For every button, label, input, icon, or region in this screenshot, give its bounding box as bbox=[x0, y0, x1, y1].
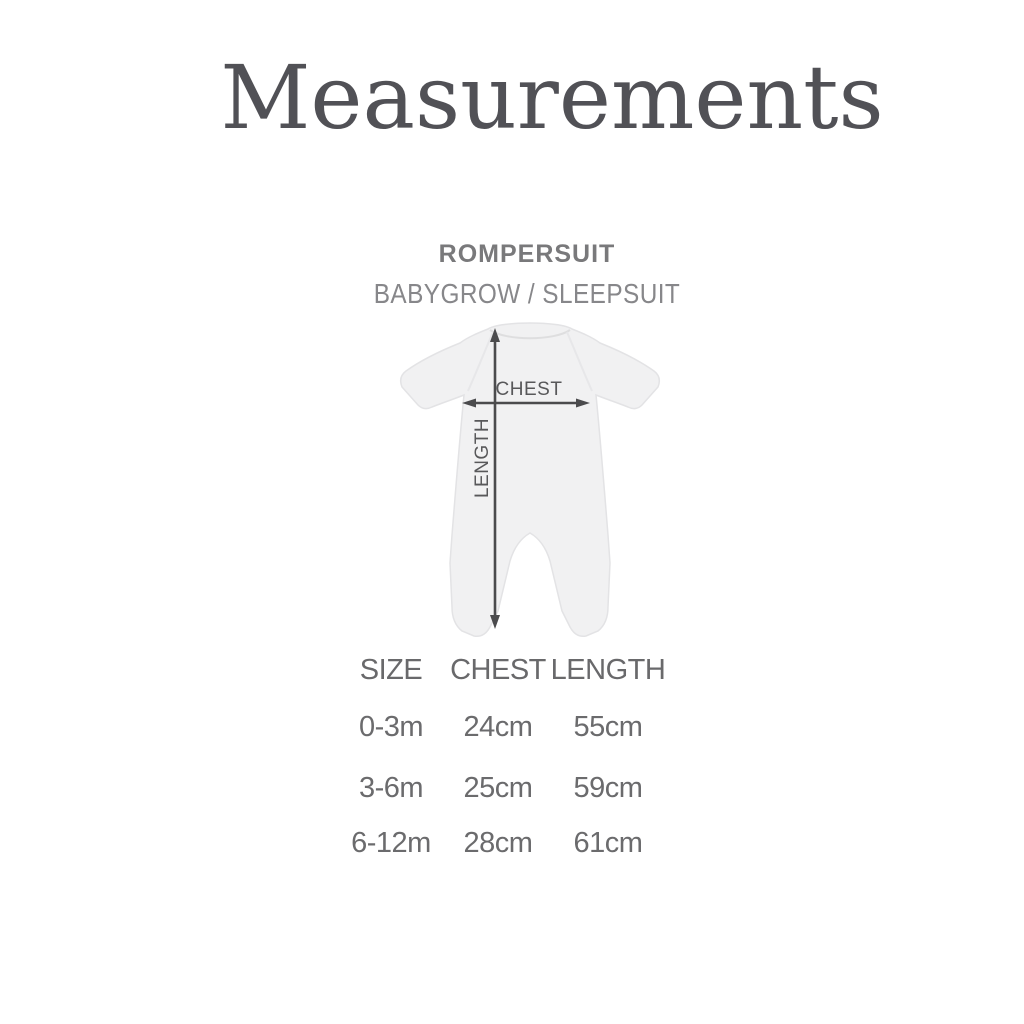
chest-arrow-label: CHEST bbox=[495, 379, 563, 400]
product-subtitle: BABYGROW / SLEEPSUIT bbox=[373, 278, 681, 309]
page-title: Measurements bbox=[220, 46, 884, 149]
size-table-row-6-12m bbox=[336, 826, 676, 860]
size-table-row-0-3m bbox=[336, 710, 676, 744]
chest-value: 25cm bbox=[463, 772, 533, 804]
rompersuit-diagram-svg bbox=[390, 315, 670, 645]
chest-column-header: CHEST bbox=[450, 654, 546, 686]
size-value: 6-12m bbox=[351, 827, 431, 859]
length-arrow-label: LENGTH bbox=[472, 417, 493, 499]
length-value: 55cm bbox=[573, 711, 643, 743]
size-value: 0-3m bbox=[358, 711, 424, 743]
length-value: 59cm bbox=[573, 772, 643, 804]
garment-measurement-diagram bbox=[390, 315, 670, 645]
length-value: 61cm bbox=[573, 827, 643, 859]
size-table-row-3-6m bbox=[336, 771, 676, 805]
chest-value: 28cm bbox=[463, 827, 533, 859]
rompersuit-illustration bbox=[401, 323, 660, 636]
size-column-header: SIZE bbox=[359, 654, 423, 686]
length-column-header: LENGTH bbox=[550, 654, 666, 686]
size-value: 3-6m bbox=[358, 772, 424, 804]
product-name: ROMPERSUIT bbox=[438, 240, 616, 268]
size-table-header-row bbox=[336, 653, 676, 687]
chest-value: 24cm bbox=[463, 711, 533, 743]
